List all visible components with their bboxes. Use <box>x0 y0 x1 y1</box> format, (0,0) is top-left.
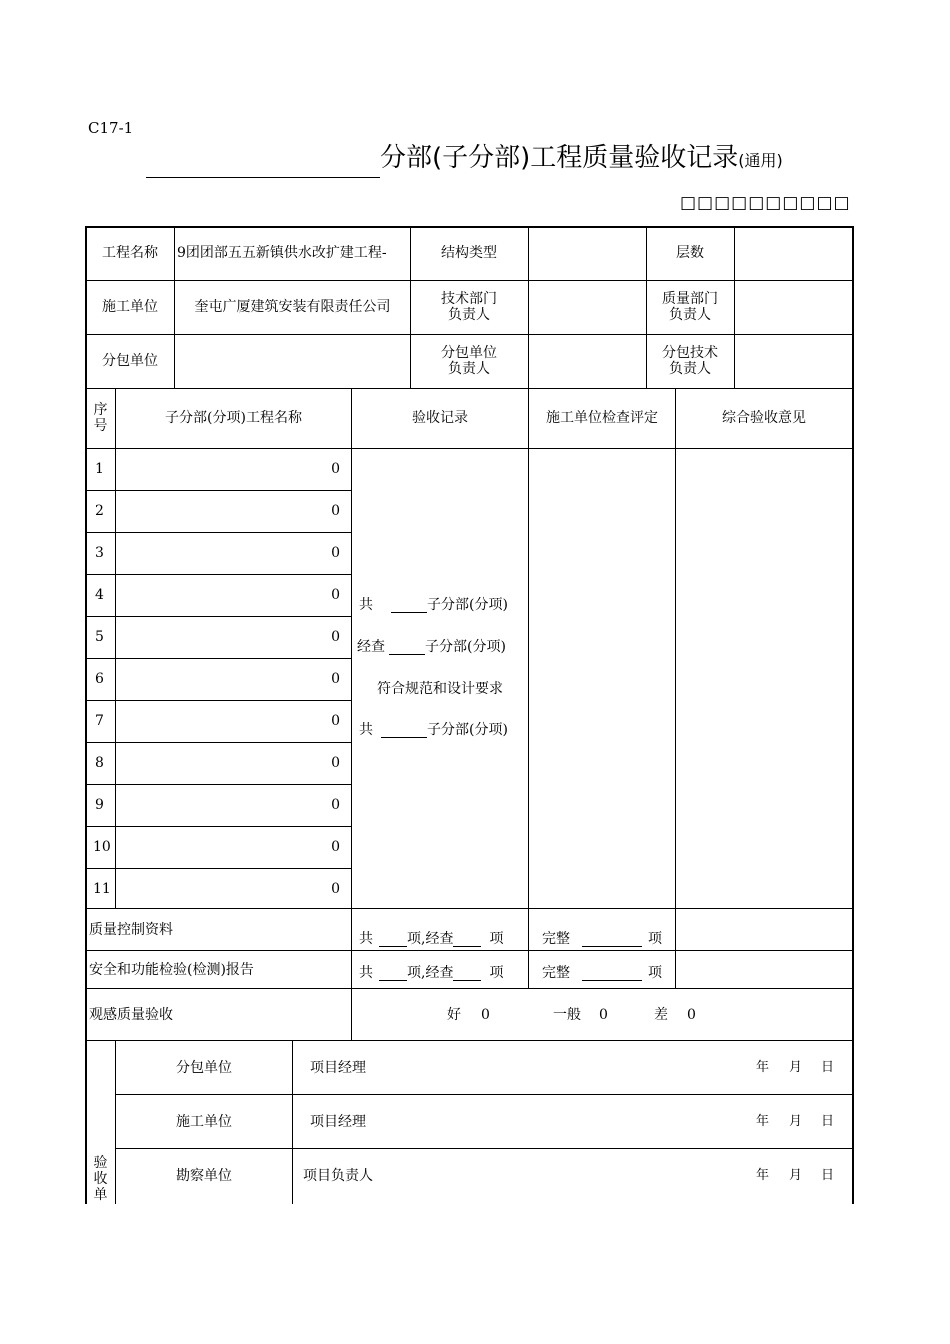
rule <box>86 742 351 743</box>
row-value: 0 <box>331 839 340 855</box>
record-blank[interactable] <box>391 598 427 613</box>
record-gong: 共 <box>359 722 373 738</box>
row-no: 5 <box>95 629 104 645</box>
row-value: 0 <box>331 461 340 477</box>
rule <box>86 700 351 701</box>
record-unit: 子分部(分项) <box>427 722 508 738</box>
rule <box>351 388 352 1040</box>
row-no: 7 <box>95 713 104 729</box>
row-value: 0 <box>331 713 340 729</box>
safety-complete <box>542 965 662 981</box>
record-line-3: 符合规范和设计要求 <box>377 681 503 697</box>
qc-complete: 完整 <box>542 931 570 947</box>
rule <box>86 908 852 909</box>
rule <box>86 532 351 533</box>
acceptance-year: 年 <box>756 1114 770 1129</box>
row-no: 1 <box>95 461 104 477</box>
safety-blank-checked[interactable] <box>453 966 481 981</box>
qc-xiang: 项 <box>489 931 504 947</box>
table-border-right <box>852 226 854 1204</box>
acceptance-year: 年 <box>756 1060 770 1075</box>
safety-jingcha: 项,经查 <box>407 965 454 981</box>
title-underline <box>146 177 380 178</box>
appearance-poor-value: 0 <box>687 1007 696 1023</box>
acceptance-side-label-3: 单 <box>93 1187 108 1203</box>
qc-blank-complete[interactable] <box>582 932 642 947</box>
title-text: 分部(子分部)工程质量验收记录 <box>380 143 739 173</box>
row-value: 0 <box>331 881 340 897</box>
table-border-left <box>85 226 87 1204</box>
rule <box>86 868 351 869</box>
safety-record <box>359 965 503 981</box>
col-name: 子分部(分项)工程名称 <box>165 410 302 426</box>
acceptance-month: 月 <box>789 1114 803 1129</box>
rule <box>292 1040 293 1204</box>
row-no: 6 <box>95 671 104 687</box>
quality-control-complete <box>542 931 662 947</box>
quality-dept-label-2: 负责人 <box>669 307 711 323</box>
acceptance-side-label: 验 <box>93 1155 108 1171</box>
safety-label: 安全和功能检验(检测)报告 <box>89 962 254 978</box>
safety-blank-complete[interactable] <box>582 966 642 981</box>
rule <box>86 784 351 785</box>
acceptance-role: 项目经理 <box>310 1114 366 1130</box>
appearance-good-label: 好 <box>447 1007 461 1023</box>
structure-type-label: 结构类型 <box>441 245 497 261</box>
row-no: 8 <box>95 755 104 771</box>
rule <box>86 334 852 335</box>
rule <box>734 227 735 388</box>
appearance-good-value: 0 <box>481 1007 490 1023</box>
rule <box>115 1148 852 1149</box>
rule <box>86 448 852 449</box>
qc-gong: 共 <box>359 931 373 947</box>
acceptance-day: 日 <box>821 1168 835 1183</box>
rule <box>115 388 116 908</box>
row-no: 4 <box>95 587 104 603</box>
rule <box>86 826 351 827</box>
acceptance-unit: 施工单位 <box>176 1114 232 1130</box>
col-opinion: 综合验收意见 <box>722 410 806 426</box>
rule <box>86 988 852 989</box>
acceptance-role: 项目经理 <box>310 1060 366 1076</box>
title-suffix: (通用) <box>738 151 783 170</box>
table-border-top <box>85 226 854 228</box>
qc-blank-total[interactable] <box>379 932 407 947</box>
row-value: 0 <box>331 755 340 771</box>
col-record: 验收记录 <box>412 410 468 426</box>
row-value: 0 <box>331 629 340 645</box>
record-line-1 <box>359 597 508 613</box>
contractor-value: 奎屯广厦建筑安装有限责任公司 <box>194 299 391 315</box>
acceptance-unit: 勘察单位 <box>176 1168 232 1184</box>
row-value: 0 <box>331 545 340 561</box>
rule <box>86 616 351 617</box>
sub-unit-head-label-2: 负责人 <box>448 361 490 377</box>
acceptance-year: 年 <box>756 1168 770 1183</box>
floors-label: 层数 <box>676 245 704 261</box>
record-blank[interactable] <box>389 640 425 655</box>
row-no: 11 <box>93 881 111 897</box>
record-line-4 <box>359 722 508 738</box>
page-title <box>380 140 783 179</box>
safety-xiang2: 项 <box>648 965 662 981</box>
acceptance-unit: 分包单位 <box>176 1060 232 1076</box>
sub-unit-head-label: 分包单位 <box>441 345 497 361</box>
quality-control-label: 质量控制资料 <box>89 922 173 938</box>
record-unit: 子分部(分项) <box>425 639 506 655</box>
rule <box>115 1094 852 1095</box>
record-unit: 子分部(分项) <box>427 597 508 613</box>
tech-dept-label: 技术部门 <box>441 291 497 307</box>
rule <box>86 658 351 659</box>
sub-tech-label: 分包技术 <box>662 345 718 361</box>
contractor-label: 施工单位 <box>102 299 158 315</box>
acceptance-month: 月 <box>789 1168 803 1183</box>
appearance-normal-label: 一般 <box>553 1007 581 1023</box>
row-value: 0 <box>331 587 340 603</box>
number-boxes: □□□□□□□□□□ <box>680 193 851 213</box>
record-blank[interactable] <box>381 723 427 738</box>
rule <box>86 574 351 575</box>
sub-tech-label-2: 负责人 <box>669 361 711 377</box>
rule <box>528 227 529 388</box>
col-check: 施工单位检查评定 <box>546 410 658 426</box>
acceptance-day: 日 <box>821 1060 835 1075</box>
form-code: C17-1 <box>88 119 134 137</box>
sub-unit-label: 分包单位 <box>102 353 158 369</box>
project-name-value: 9团团部五五新镇供水改扩建工程- <box>177 245 387 261</box>
rule <box>86 388 852 389</box>
appearance-normal-value: 0 <box>599 1007 608 1023</box>
project-name-label: 工程名称 <box>102 245 158 261</box>
row-no: 2 <box>95 503 104 519</box>
qc-blank-checked[interactable] <box>453 932 481 947</box>
row-value: 0 <box>331 671 340 687</box>
rule <box>528 388 529 988</box>
rule <box>86 490 351 491</box>
row-no: 3 <box>95 545 104 561</box>
safety-blank-total[interactable] <box>379 966 407 981</box>
acceptance-side-label-2: 收 <box>93 1171 108 1187</box>
rule <box>86 280 852 281</box>
acceptance-day: 日 <box>821 1114 835 1129</box>
acceptance-month: 月 <box>789 1060 803 1075</box>
safety-xiang: 项 <box>489 965 504 981</box>
rule <box>86 950 852 951</box>
col-seq: 序 <box>93 402 108 418</box>
row-value: 0 <box>331 797 340 813</box>
quality-dept-label: 质量部门 <box>662 291 718 307</box>
quality-control-record <box>359 931 503 947</box>
safety-complete-label: 完整 <box>542 965 570 981</box>
row-no: 10 <box>93 839 111 855</box>
rule <box>675 388 676 988</box>
rule <box>86 1040 852 1041</box>
qc-jingcha: 项,经查 <box>407 931 454 947</box>
record-jingcha: 经查 <box>357 639 385 655</box>
appearance-poor-label: 差 <box>654 1007 668 1023</box>
appearance-label: 观感质量验收 <box>89 1007 173 1023</box>
row-no: 9 <box>95 797 104 813</box>
acceptance-role: 项目负责人 <box>303 1168 373 1184</box>
row-value: 0 <box>331 503 340 519</box>
col-seq-2: 号 <box>93 418 108 434</box>
record-line-2 <box>357 639 506 655</box>
tech-dept-label-2: 负责人 <box>448 307 490 323</box>
safety-gong: 共 <box>359 965 373 981</box>
qc-xiang2: 项 <box>648 931 662 947</box>
record-gong: 共 <box>359 597 373 613</box>
